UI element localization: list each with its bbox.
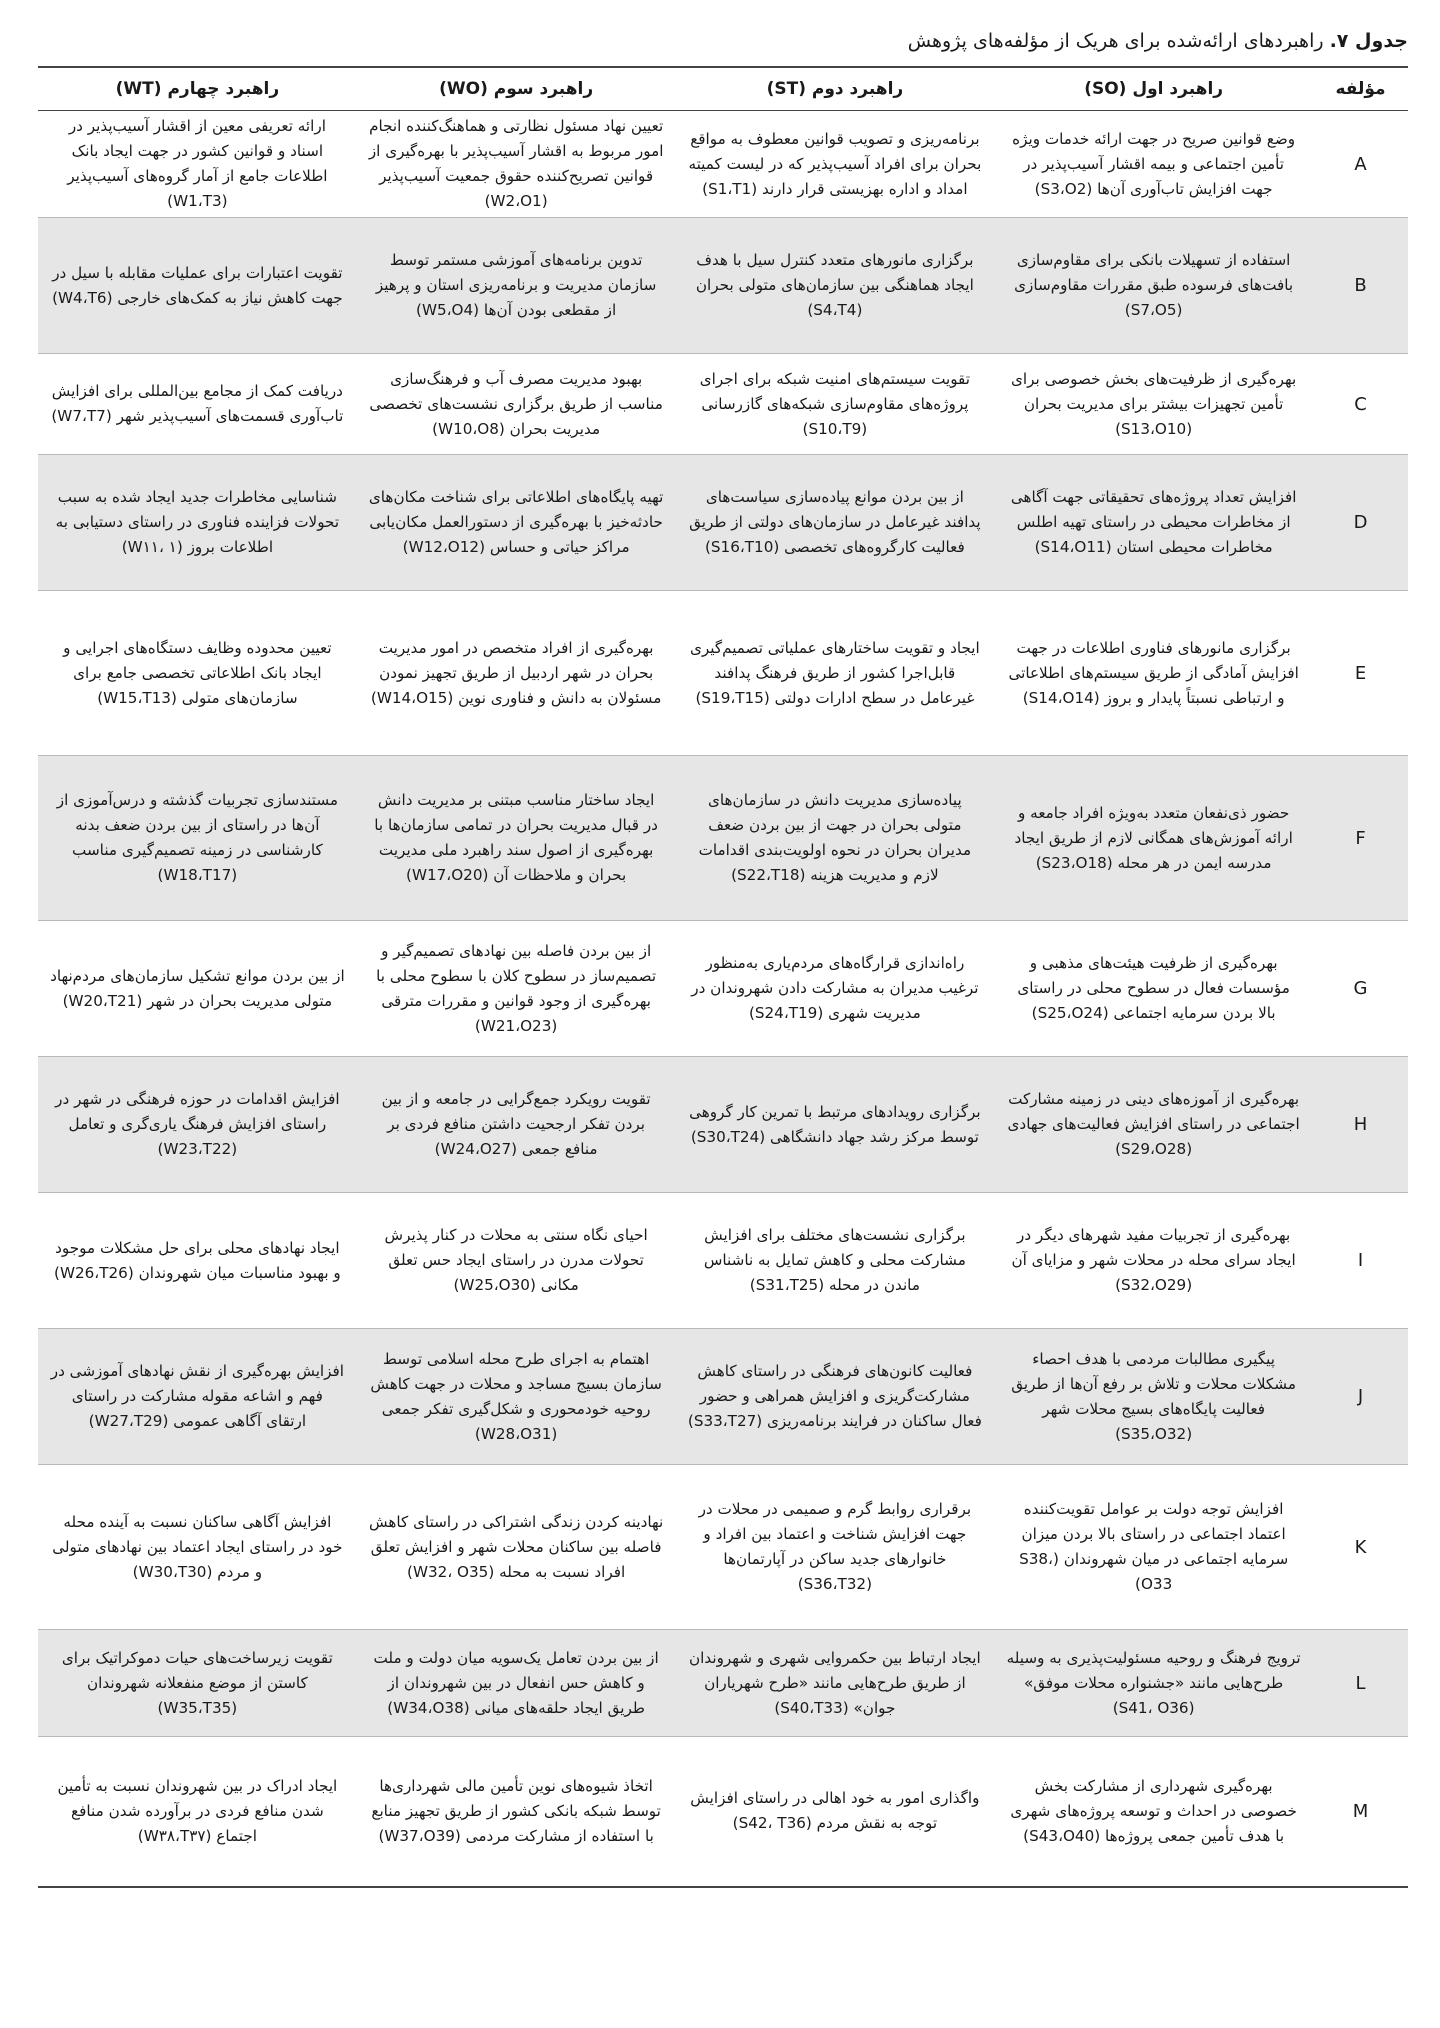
table-caption bbox=[38, 28, 1408, 54]
st-cell: راه‌اندازی قرارگاه‌های مردم‌یاری به‌منظور ترغیب مدیران به مشارکت دادن شهروندان در مدیریت شهری (S24،T19) bbox=[676, 921, 995, 1057]
table-header-row bbox=[38, 67, 1408, 111]
so-cell: ترویج فرهنگ و روحیه مسئولیت‌پذیری به وسیله طرح‌هایی مانند «جشنواره محلات موفق» (S41، O36) bbox=[994, 1630, 1313, 1737]
table-row bbox=[38, 354, 1408, 455]
table-row bbox=[38, 591, 1408, 756]
st-cell: برگزاری نشست‌های مختلف برای افزایش مشارکت محلی و کاهش تمایل به ناشناس ماندن در محله (S31،T25) bbox=[676, 1193, 995, 1329]
table-caption-label: جدول ۷. bbox=[1329, 30, 1408, 52]
wo-cell: بهره‌گیری از افراد متخصص در امور مدیریت بحران در شهر اردبیل از طریق تجهیز نمودن مسئولان به دانش و فناوری نوین (W14،O15) bbox=[357, 591, 676, 756]
wt-cell: دریافت کمک از مجامع بین‌المللی برای افزایش تاب‌آوری قسمت‌های آسیب‌پذیر شهر (W7،T7) bbox=[38, 354, 357, 455]
component-cell: F bbox=[1313, 756, 1408, 921]
wo-cell: نهادینه کردن زندگی اشتراکی در راستای کاهش فاصله بین ساکنان محلات شهر و افزایش تعلق افراد نسبت به محله (W32، O35) bbox=[357, 1465, 676, 1630]
wo-cell: اتخاذ شیوه‌های نوین تأمین مالی شهرداری‌ها توسط شبکه بانکی کشور از طریق تجهیز منابع با استفاده از مشارکت مردمی (W37،O39) bbox=[357, 1737, 676, 1887]
so-cell: استفاده از تسهیلات بانکی برای مقاوم‌سازی بافت‌های فرسوده طبق مقررات مقاوم‌سازی (S7،O5) bbox=[994, 218, 1313, 354]
so-cell: افزایش توجه دولت بر عوامل تقویت‌کننده اعتماد اجتماعی در راستای بالا بردن میزان سرمایه اجتماعی در میان شهروندان (S38، O33) bbox=[994, 1465, 1313, 1630]
st-cell: برنامه‌ریزی و تصویب قوانین معطوف به مواقع بحران برای افراد آسیب‌پذیر که در لیست کمیته امداد و اداره بهزیستی قرار دارند (S1،T1) bbox=[676, 111, 995, 218]
table-row bbox=[38, 1465, 1408, 1630]
st-cell: از بین بردن موانع پیاده‌سازی سیاست‌های پدافند غیرعامل در سازمان‌های دولتی از طریق فعالیت کارگروه‌های تخصصی (S16،T10) bbox=[676, 455, 995, 591]
header-component: مؤلفه bbox=[1313, 67, 1408, 111]
wo-cell: تدوین برنامه‌های آموزشی مستمر توسط سازمان مدیریت و برنامه‌ریزی استان و پرهیز از مقطعی بودن آن‌ها (W5،O4) bbox=[357, 218, 676, 354]
st-cell: پیاده‌سازی مدیریت دانش در سازمان‌های متولی بحران در جهت از بین بردن ضعف مدیران بحران در نحوه اولویت‌بندی اقدامات لازم و مدیریت هزینه (S22،T18) bbox=[676, 756, 995, 921]
component-cell: G bbox=[1313, 921, 1408, 1057]
st-cell: فعالیت کانون‌های فرهنگی در راستای کاهش مشارکت‌گریزی و افزایش همراهی و حضور فعال ساکنان در فرایند برنامه‌ریزی (S33،T27) bbox=[676, 1329, 995, 1465]
wt-cell: افزایش بهره‌گیری از نقش نهادهای آموزشی در فهم و اشاعه مقوله مشارکت در راستای ارتقای آگاهی عمومی (W27،T29) bbox=[38, 1329, 357, 1465]
component-cell: B bbox=[1313, 218, 1408, 354]
component-cell: D bbox=[1313, 455, 1408, 591]
wt-cell: ایجاد ادراک در بین شهروندان نسبت به تأمین شدن منافع فردی در برآورده شدن منافع اجتماع (W۳۸،T۳۷) bbox=[38, 1737, 357, 1887]
table-row bbox=[38, 218, 1408, 354]
table-row bbox=[38, 111, 1408, 218]
so-cell: بهره‌گیری از ظرفیت‌های بخش خصوصی برای تأمین تجهیزات بیشتر برای مدیریت بحران (S13،O10) bbox=[994, 354, 1313, 455]
table-row bbox=[38, 1057, 1408, 1193]
st-cell: تقویت سیستم‌های امنیت شبکه برای اجرای پروژه‌های مقاوم‌سازی شبکه‌های گازرسانی (S10،T9) bbox=[676, 354, 995, 455]
so-cell: بهره‌گیری شهرداری از مشارکت بخش خصوصی در احداث و توسعه پروژه‌های شهری با هدف تأمین جمعی پروژه‌ها (S43،O40) bbox=[994, 1737, 1313, 1887]
st-cell: ایجاد ارتباط بین حکمروایی شهری و شهروندان از طریق طرح‌هایی مانند «طرح شهریاران جوان» (S40،T33) bbox=[676, 1630, 995, 1737]
component-cell: A bbox=[1313, 111, 1408, 218]
wo-cell: بهبود مدیریت مصرف آب و فرهنگ‌سازی مناسب از طریق برگزاری نشست‌های تخصصی مدیریت بحران (W10،O8) bbox=[357, 354, 676, 455]
document-page bbox=[38, 28, 1408, 1888]
component-cell: J bbox=[1313, 1329, 1408, 1465]
wt-cell: ایجاد نهادهای محلی برای حل مشکلات موجود و بهبود مناسبات میان شهروندان (W26،T26) bbox=[38, 1193, 357, 1329]
so-cell: پیگیری مطالبات مردمی با هدف احصاء مشکلات محلات و تلاش بر رفع آن‌ها از طریق فعالیت پایگاه‌های بسیج محلات شهر (S35،O32) bbox=[994, 1329, 1313, 1465]
component-cell: M bbox=[1313, 1737, 1408, 1887]
wt-cell: تقویت زیرساخت‌های حیات دموکراتیک برای کاستن از موضع منفعلانه شهروندان (W35،T35) bbox=[38, 1630, 357, 1737]
wo-cell: ایجاد ساختار مناسب مبتنی بر مدیریت دانش در قبال مدیریت بحران در تمامی سازمان‌ها با بهره‌گیری از اصول سند راهبرد ملی مدیریت بحران و ملاحظات آن (W17،O20) bbox=[357, 756, 676, 921]
st-cell: واگذاری امور به خود اهالی در راستای افزایش توجه به نقش مردم (S42، T36) bbox=[676, 1737, 995, 1887]
wo-cell: از بین بردن تعامل یک‌سویه میان دولت و ملت و کاهش حس انفعال در بین شهروندان از طریق ایجاد حلقه‌های میانی (W34،O38) bbox=[357, 1630, 676, 1737]
so-cell: بهره‌گیری از آموزه‌های دینی در زمینه مشارکت اجتماعی در راستای افزایش فعالیت‌های جهادی (S29،O28) bbox=[994, 1057, 1313, 1193]
wo-cell: اهتمام به اجرای طرح محله اسلامی توسط سازمان بسیج مساجد و محلات در جهت کاهش روحیه خودمحوری و شکل‌گیری تفکر جمعی (W28،O31) bbox=[357, 1329, 676, 1465]
table-row bbox=[38, 1193, 1408, 1329]
wt-cell: شناسایی مخاطرات جدید ایجاد شده به سبب تحولات فزاینده فناوری در راستای دستیابی به اطلاعات بروز (W۱۱، ۱) bbox=[38, 455, 357, 591]
so-cell: افزایش تعداد پروژه‌های تحقیقاتی جهت آگاهی از مخاطرات محیطی در راستای تهیه اطلس مخاطرات محیطی استان (S14،O11) bbox=[994, 455, 1313, 591]
component-cell: K bbox=[1313, 1465, 1408, 1630]
table-row bbox=[38, 1630, 1408, 1737]
header-so: راهبرد اول (SO) bbox=[994, 67, 1313, 111]
wt-cell: از بین بردن موانع تشکیل سازمان‌های مردم‌نهاد متولی مدیریت بحران در شهر (W20،T21) bbox=[38, 921, 357, 1057]
component-cell: L bbox=[1313, 1630, 1408, 1737]
table-row bbox=[38, 455, 1408, 591]
wt-cell: تعیین محدوده وظایف دستگاه‌های اجرایی و ایجاد بانک اطلاعاتی تخصصی جامع برای سازمان‌های متولی (W15،T13) bbox=[38, 591, 357, 756]
wt-cell: تقویت اعتبارات برای عملیات مقابله با سیل در جهت کاهش نیاز به کمک‌های خارجی (W4،T6) bbox=[38, 218, 357, 354]
component-cell: E bbox=[1313, 591, 1408, 756]
wo-cell: تعیین نهاد مسئول نظارتی و هماهنگ‌کننده انجام امور مربوط به اقشار آسیب‌پذیر با بهره‌گیری از قوانین تصریح‌کننده حقوق جمعیت آسیب‌پذیر (W2،O1) bbox=[357, 111, 676, 218]
wo-cell: احیای نگاه سنتی به محلات در کنار پذیرش تحولات مدرن در راستای ایجاد حس تعلق مکانی (W25،O30) bbox=[357, 1193, 676, 1329]
component-cell: H bbox=[1313, 1057, 1408, 1193]
so-cell: حضور ذی‌نفعان متعدد به‌ویژه افراد جامعه و ارائه آموزش‌های همگانی لازم از طریق ایجاد مدرسه ایمن در هر محله (S23،O18) bbox=[994, 756, 1313, 921]
table-caption-text: راهبردهای ارائه‌شده برای هریک از مؤلفه‌های پژوهش bbox=[907, 30, 1324, 52]
header-st: راهبرد دوم (ST) bbox=[676, 67, 995, 111]
header-wo: راهبرد سوم (WO) bbox=[357, 67, 676, 111]
table-row bbox=[38, 756, 1408, 921]
table-row bbox=[38, 1737, 1408, 1887]
so-cell: بهره‌گیری از تجربیات مفید شهرهای دیگر در ایجاد سرای محله در محلات شهر و مزایای آن (S32،O29) bbox=[994, 1193, 1313, 1329]
strategies-table bbox=[38, 66, 1408, 1888]
component-cell: I bbox=[1313, 1193, 1408, 1329]
table-row bbox=[38, 1329, 1408, 1465]
header-wt: راهبرد چهارم (WT) bbox=[38, 67, 357, 111]
so-cell: برگزاری مانورهای فناوری اطلاعات در جهت افزایش آمادگی از طریق سیستم‌های اطلاعاتی و ارتباطی نسبتاً پایدار و بروز (S14،O14) bbox=[994, 591, 1313, 756]
wt-cell: افزایش آگاهی ساکنان نسبت به آینده محله خود در راستای ایجاد اعتماد بین نهادهای متولی و مردم (W30،T30) bbox=[38, 1465, 357, 1630]
st-cell: برگزاری رویدادهای مرتبط با تمرین کار گروهی توسط مرکز رشد جهاد دانشگاهی (S30،T24) bbox=[676, 1057, 995, 1193]
wt-cell: افزایش اقدامات در حوزه فرهنگی در شهر در راستای افزایش فرهنگ یاری‌گری و تعامل (W23،T22) bbox=[38, 1057, 357, 1193]
wt-cell: مستندسازی تجربیات گذشته و درس‌آموزی از آن‌ها در راستای از بین بردن ضعف بدنه کارشناسی در زمینه تصمیم‌گیری مناسب (W18،T17) bbox=[38, 756, 357, 921]
st-cell: ایجاد و تقویت ساختارهای عملیاتی تصمیم‌گیری قابل‌اجرا کشور از طریق فرهنگ پدافند غیرعامل در سطح ادارات دولتی (S19،T15) bbox=[676, 591, 995, 756]
wo-cell: از بین بردن فاصله بین نهادهای تصمیم‌گیر و تصمیم‌ساز در سطوح کلان با سطوح محلی با بهره‌گیری از وجود قوانین و مقررات مترقی (W21،O23) bbox=[357, 921, 676, 1057]
wo-cell: تهیه پایگاه‌های اطلاعاتی برای شناخت مکان‌های حادثه‌خیز با بهره‌گیری از دستورالعمل مکان‌یابی مراکز حیاتی و حساس (W12،O12) bbox=[357, 455, 676, 591]
so-cell: بهره‌گیری از ظرفیت هیئت‌های مذهبی و مؤسسات فعال در سطوح محلی در راستای بالا بردن سرمایه اجتماعی (S25،O24) bbox=[994, 921, 1313, 1057]
table-row bbox=[38, 921, 1408, 1057]
so-cell: وضع قوانین صریح در جهت ارائه خدمات ویژه تأمین اجتماعی و بیمه اقشار آسیب‌پذیر در جهت افزایش تاب‌آوری آن‌ها (S3،O2) bbox=[994, 111, 1313, 218]
wo-cell: تقویت رویکرد جمع‌گرایی در جامعه و از بین بردن تفکر ارجحیت داشتن منافع فردی بر منافع جمعی (W24،O27) bbox=[357, 1057, 676, 1193]
st-cell: برگزاری مانورهای متعدد کنترل سیل با هدف ایجاد هماهنگی بین سازمان‌های متولی بحران (S4،T4) bbox=[676, 218, 995, 354]
wt-cell: ارائه تعریفی معین از اقشار آسیب‌پذیر در اسناد و قوانین کشور در جهت ایجاد بانک اطلاعات جامع از آمار گروه‌های آسیب‌پذیر (W1،T3) bbox=[38, 111, 357, 218]
component-cell: C bbox=[1313, 354, 1408, 455]
st-cell: برقراری روابط گرم و صمیمی در محلات در جهت افزایش شناخت و اعتماد بین افراد و خانوارهای جدید ساکن در آپارتمان‌ها (S36،T32) bbox=[676, 1465, 995, 1630]
